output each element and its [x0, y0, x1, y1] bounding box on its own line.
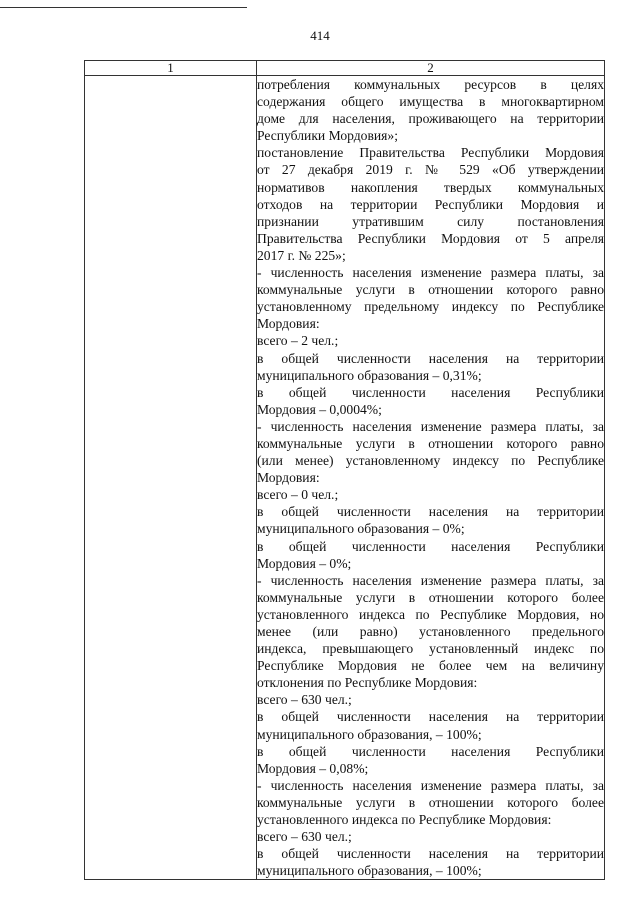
text-line: коммунальные услуги в отношении которого равно	[257, 282, 604, 298]
text-line: Республике Мордовия не более чем на величину	[257, 658, 604, 674]
text-line: - численность населения изменение размера платы, за	[257, 418, 604, 434]
text-line: всего – 0 чел.;	[257, 487, 339, 503]
table-cell-left	[85, 76, 257, 880]
text-line: в общей численности населения Республики	[257, 743, 604, 759]
text-line: коммунальные услуги в отношении которого более	[257, 589, 604, 605]
text-line: доме для населения, проживающего на территории	[257, 111, 604, 127]
text-line: в общей численности населения Республики	[257, 538, 604, 554]
text-line: коммунальные услуги в отношении которого равно	[257, 435, 604, 451]
text-line: в общей численности населения Республики	[257, 384, 604, 400]
text-line: Мордовия – 0%;	[257, 555, 352, 571]
column-header-2: 2	[257, 61, 605, 76]
text-line: от 27 декабря 2019 г. № 529 «Об утверждении	[257, 162, 604, 178]
text-line: - численность населения изменение размера платы, за	[257, 265, 604, 281]
table-header-row	[85, 61, 605, 76]
text-line: отходов на территории Республики Мордовия и	[257, 196, 604, 212]
table-cell-right	[257, 76, 605, 880]
text-line: муниципального образования – 0,31%;	[257, 367, 482, 383]
text-line: Мордовия – 0,0004%;	[257, 401, 382, 417]
text-line: менее (или равно) установленного предельного	[257, 624, 604, 639]
top-rule	[0, 7, 247, 8]
text-line: отклонения по Республике Мордовия:	[257, 675, 478, 691]
text-line: муниципального образования – 0%;	[257, 521, 465, 537]
text-line: всего – 630 чел.;	[257, 829, 352, 845]
text-line: признании утратившим силу постановления	[257, 213, 604, 229]
text-line: всего – 630 чел.;	[257, 692, 352, 708]
text-line: всего – 2 чел.;	[257, 333, 339, 349]
text-line: в общей численности населения на территории	[257, 504, 604, 520]
text-line: Мордовия:	[257, 470, 320, 486]
text-line: нормативов накопления твердых коммунальных	[257, 179, 604, 195]
table-row	[85, 76, 605, 880]
text-line: 2017 г. № 225»;	[257, 247, 346, 263]
text-line: установленного индекса по Республике Мордовия, но	[257, 606, 604, 622]
text-line: индекса, превышающего установленный индекс по	[257, 641, 604, 657]
text-line: муниципального образования, – 100%;	[257, 863, 482, 879]
text-line: содержания общего имущества в многоквартирном	[257, 94, 604, 110]
text-line: Мордовия:	[257, 316, 320, 332]
text-line: муниципального образования, – 100%;	[257, 726, 482, 742]
text-line: установленного индекса по Республике Мордовия:	[257, 812, 552, 828]
text-line: (или менее) установленному индексу по Республике	[257, 453, 604, 469]
text-line: в общей численности населения на территории	[257, 846, 604, 862]
text-line: - численность населения изменение размера платы, за	[257, 777, 604, 793]
text-line: в общей численности населения на территории	[257, 350, 604, 366]
text-line: потребления коммунальных ресурсов в целях	[257, 77, 604, 92]
text-line: - численность населения изменение размера платы, за	[257, 572, 604, 588]
text-line: Правительства Республики Мордовия от 5 апреля	[257, 230, 604, 246]
text-line: в общей численности населения на территории	[257, 709, 604, 725]
text-line: Республики Мордовия»;	[257, 128, 398, 144]
text-line: Мордовия – 0,08%;	[257, 760, 369, 776]
text-line: коммунальные услуги в отношении которого более	[257, 794, 604, 810]
column-header-1: 1	[85, 61, 257, 76]
text-line: установленному предельному индексу по Республике	[257, 299, 604, 315]
page-number: 414	[310, 28, 330, 43]
document-table	[84, 60, 605, 880]
text-line: постановление Правительства Республики Мордовия	[257, 145, 604, 161]
